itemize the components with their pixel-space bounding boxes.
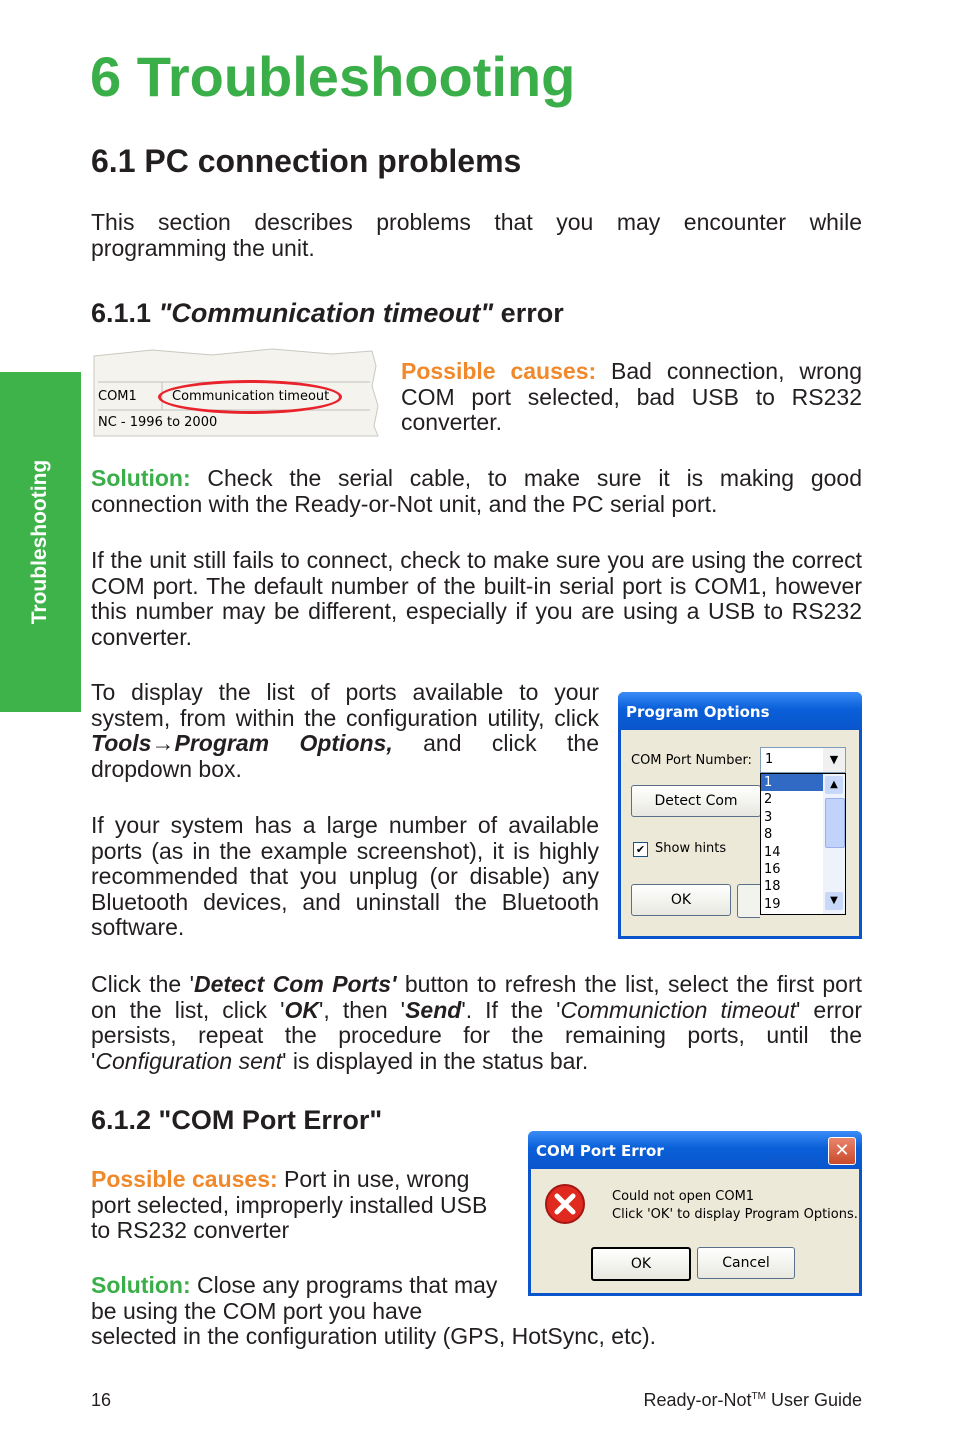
timeout-heading: 6.1.1 "Communication timeout" error (91, 298, 564, 328)
com-error-causes: Possible causes: Port in use, wrong port selected, improperly installed USB to RS232 converter (91, 1166, 488, 1243)
highlight-ellipse (158, 380, 342, 414)
arrow-icon: → (151, 730, 175, 756)
com-port-select[interactable]: 1 ▼ (760, 747, 846, 773)
com-error-solution-cont: selected in the configuration utility (GPS, HotSync, etc). (91, 1323, 657, 1349)
display-ports-paragraph: To display the list of ports available to your system, from within the configuration utility, click Tools→Program Options, and click the dropdown box. (91, 679, 599, 782)
bluetooth-paragraph: If your system has a large number of available ports (as in the example screenshot), it is highly recommended that you unplug (or disable) any Bluetooth devices, and uninstall the Bluetooth software. (91, 812, 599, 940)
page-number: 16 (91, 1390, 112, 1410)
port-list-item[interactable]: 18 (764, 879, 781, 895)
close-icon[interactable]: ✕ (828, 1137, 856, 1165)
port-list-item[interactable]: 14 (764, 844, 781, 860)
timeout-causes: Possible causes: Bad connection, wrong COM port selected, bad USB to RS232 converter. (401, 358, 862, 435)
show-hints-label: Show hints (655, 841, 727, 856)
status-port: COM1 (98, 389, 137, 404)
com-error-body (531, 1169, 859, 1293)
port-list-item[interactable]: 3 (764, 809, 773, 825)
port-list-item[interactable]: 19 (764, 896, 781, 912)
scroll-down-icon[interactable]: ▼ (825, 892, 843, 910)
detect-ports-paragraph: Click the 'Detect Com Ports' button to refresh the list, select the first port on the list, click 'OK', then 'Send'. If the 'Communiction timeout' error persists, repeat the procedure for the remaining ports, until the 'Configuration sent' is displayed in the status bar. (91, 971, 862, 1074)
ok-button[interactable]: OK (631, 884, 731, 916)
error-line-2: Click 'OK' to display Program Options. (612, 1207, 858, 1222)
error-ok-button[interactable]: OK (591, 1247, 691, 1281)
program-options-body (621, 730, 859, 936)
intro-paragraph: This section describes problems that you may encounter while programming the unit. (91, 209, 862, 261)
status-device: NC - 1996 to 2000 (98, 415, 218, 430)
com-error-solution: Solution: Close any programs that may be using the COM port you have (91, 1272, 498, 1324)
error-icon (544, 1183, 586, 1225)
section-title: 6.1 PC connection problems (91, 143, 522, 179)
com-error-title: COM Port Error (536, 1142, 664, 1160)
chevron-down-icon[interactable]: ▼ (823, 748, 845, 772)
program-options-dialog (618, 692, 862, 939)
detect-com-ports-button[interactable]: Detect Com (631, 785, 761, 817)
chapter-title: 6 Troubleshooting (90, 45, 576, 108)
scroll-up-icon[interactable]: ▲ (825, 776, 843, 794)
cancel-button-partial[interactable] (737, 884, 760, 918)
program-options-titlebar (618, 692, 862, 730)
com-port-label: COM Port Number: (631, 753, 752, 768)
com-error-heading: 6.1.2 "COM Port Error" (91, 1105, 383, 1135)
status-text: Communication timeout (172, 389, 330, 404)
com-port-paragraph: If the unit still fails to connect, check to make sure you are using the correct COM port. The default number of the built-in serial port is COM1, however this number may be different, especially if you are using a USB to RS232 converter. (91, 547, 862, 650)
timeout-solution: Solution: Check the serial cable, to make sure it is making good connection with the Ready-or-Not unit, and the PC serial port. (91, 465, 862, 517)
port-list-item[interactable]: 16 (764, 861, 781, 877)
error-cancel-button[interactable]: Cancel (697, 1247, 795, 1279)
com-error-dialog (528, 1131, 862, 1296)
timeout-screenshot (92, 346, 382, 438)
program-options-title: Program Options (626, 703, 770, 721)
side-tab-label: Troubleshooting (28, 459, 51, 625)
side-tab (0, 372, 81, 712)
com-error-titlebar (528, 1131, 862, 1169)
port-list-item[interactable]: 1 (761, 774, 823, 791)
com-port-list[interactable] (760, 773, 846, 915)
list-scrollbar[interactable] (823, 774, 845, 914)
show-hints-checkbox[interactable]: ✔ (633, 842, 648, 857)
port-list-item[interactable]: 2 (764, 792, 773, 808)
scroll-thumb[interactable] (825, 798, 845, 848)
guide-title: Ready-or-Not™ User Guide (643, 1390, 862, 1410)
port-list-item[interactable]: 8 (764, 827, 773, 843)
error-line-1: Could not open COM1 (612, 1189, 755, 1204)
